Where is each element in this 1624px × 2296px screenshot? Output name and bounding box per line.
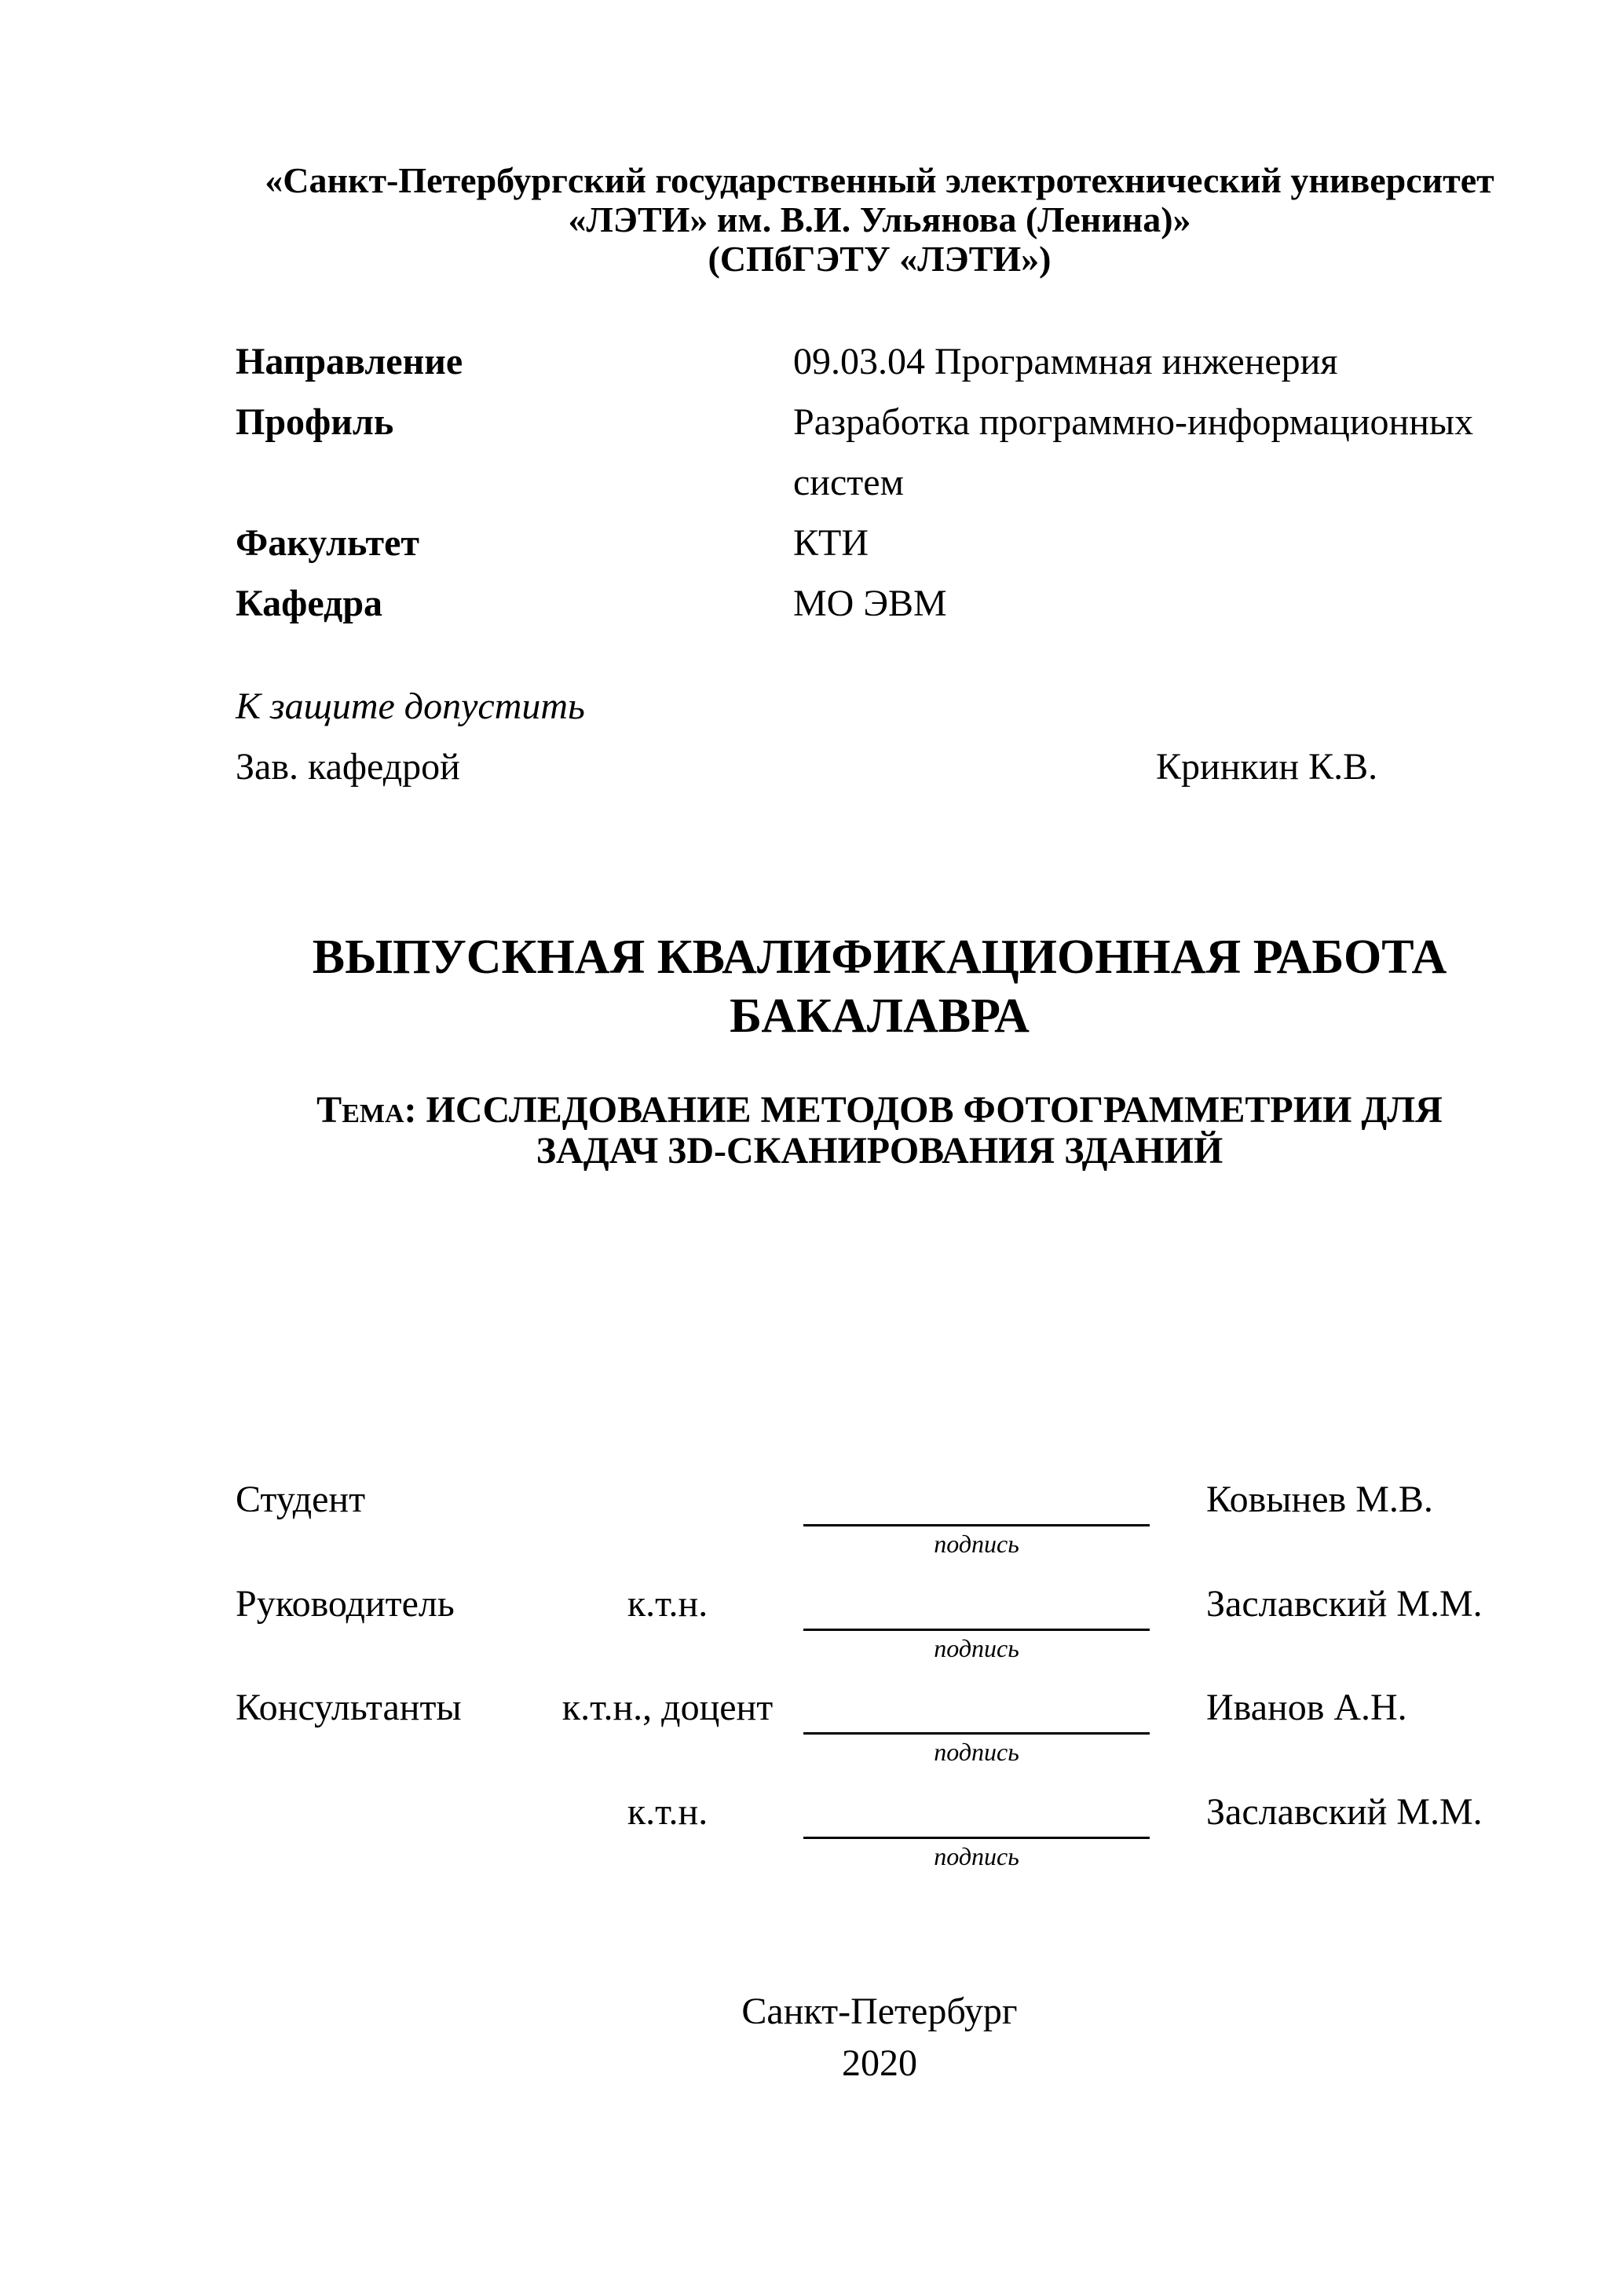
- role-label: Руководитель: [236, 1583, 455, 1625]
- field-row-direction: [236, 331, 1523, 392]
- page-content: [236, 0, 1523, 2296]
- signature-line: [803, 1732, 1150, 1735]
- signature-line: [803, 1837, 1150, 1839]
- person-name: Иванов А.Н.: [1206, 1687, 1407, 1728]
- admission-head-name: Кринкин К.В.: [1156, 746, 1378, 788]
- degree-label: к.т.н.: [627, 1583, 708, 1625]
- field-row-faculty: [236, 513, 1523, 573]
- university-name-line-2: «ЛЭТИ» им. В.И. Ульянова (Ленина)»: [568, 199, 1191, 239]
- signature-row-consultant-1: [236, 1689, 1523, 1775]
- person-name: Заславский М.М.: [1206, 1583, 1483, 1625]
- signature-line: [803, 1629, 1150, 1631]
- signature-caption: подпись: [934, 1530, 1019, 1558]
- signature-caption: подпись: [934, 1634, 1019, 1662]
- signature-caption: подпись: [934, 1738, 1019, 1766]
- field-label-faculty: Факультет: [236, 522, 419, 564]
- admission-row: [236, 737, 1523, 797]
- person-name: Заславский М.М.: [1206, 1791, 1483, 1833]
- field-value-department: МО ЭВМ: [793, 583, 947, 624]
- admission-note: К защите допустить: [236, 686, 585, 727]
- signature-line: [803, 1524, 1150, 1526]
- person-name: Ковынев М.В.: [1206, 1479, 1433, 1520]
- field-row-department: [236, 573, 1523, 634]
- field-label-profile: Профиль: [236, 401, 394, 443]
- university-abbreviation: (СПбГЭТУ «ЛЭТИ»): [708, 239, 1052, 279]
- degree-label: к.т.н., доцент: [561, 1687, 774, 1728]
- university-header: [236, 161, 1523, 279]
- thesis-topic: [267, 1090, 1492, 1172]
- field-label-department: Кафедра: [236, 583, 383, 624]
- field-value-profile: Разработка программно-информационных систем: [793, 401, 1474, 503]
- footer-city: Санкт-Петербург: [741, 1991, 1018, 2032]
- page-footer: [236, 1986, 1523, 2089]
- signature-row-consultant-2: [236, 1793, 1523, 1880]
- signature-caption: подпись: [934, 1842, 1019, 1870]
- footer-year: 2020: [842, 2042, 917, 2084]
- admission-role: Зав. кафедрой: [236, 746, 460, 788]
- signature-row-supervisor: [236, 1585, 1523, 1672]
- thesis-title: ВЫПУСКНАЯ КВАЛИФИКАЦИОННАЯ РАБОТА БАКАЛАВРА: [312, 930, 1447, 1043]
- topic-text: ИССЛЕДОВАНИЕ МЕТОДОВ ФОТОГРАММЕТРИИ ДЛЯ ЗАДАЧ 3D-СКАНИРОВАНИЯ ЗДАНИЙ: [426, 1089, 1443, 1172]
- admission-section: [236, 676, 1523, 797]
- field-value-direction: 09.03.04 Программная инженерия: [793, 341, 1338, 382]
- signature-row-student: [236, 1481, 1523, 1567]
- field-label-direction: Направление: [236, 341, 463, 382]
- degree-label: к.т.н.: [627, 1791, 708, 1833]
- field-row-profile: [236, 392, 1523, 513]
- university-name-line-1: «Санкт-Петербургский государственный электротехнический университет: [265, 160, 1494, 200]
- topic-label: Тема:: [316, 1089, 417, 1131]
- role-label: Студент: [236, 1479, 366, 1520]
- role-label: Консультанты: [236, 1687, 462, 1728]
- field-value-faculty: КТИ: [793, 522, 869, 564]
- program-fields: [236, 331, 1523, 634]
